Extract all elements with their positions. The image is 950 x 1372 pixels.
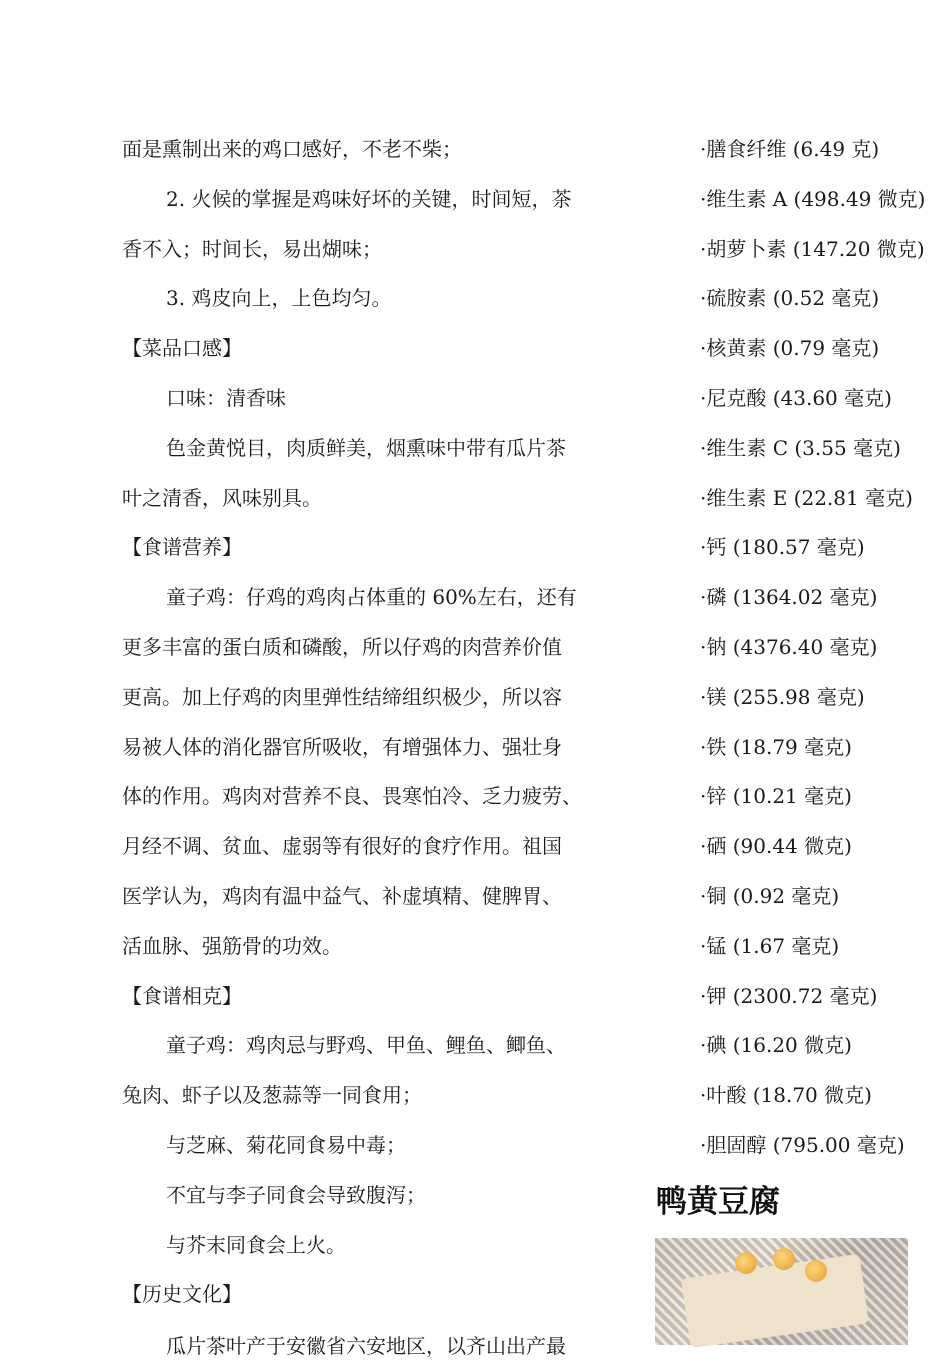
body-text-line: 不宜与李子同食会导致腹泻； <box>166 1182 426 1207</box>
dish-title: 鸭黄豆腐 <box>656 1184 780 1220</box>
body-text-line: 【食谱相克】 <box>122 983 242 1008</box>
nutrient-item: ·核黄素 (0.79 毫克) <box>700 336 880 361</box>
clipped-text-line-wrapper <box>122 1322 622 1358</box>
body-text-line: 【菜品口感】 <box>122 336 242 361</box>
body-text-line: 更高。加上仔鸡的肉里弹性结缔组织极少，所以容 <box>122 684 562 709</box>
body-text-line: 体的作用。鸡肉对营养不良、畏寒怕冷、乏力疲劳、 <box>122 784 582 809</box>
nutrient-item: ·磷 (1364.02 毫克) <box>700 585 878 610</box>
egg-yolk-piece <box>773 1248 795 1270</box>
nutrient-item: ·镁 (255.98 毫克) <box>700 684 865 709</box>
nutrient-item: ·叶酸 (18.70 微克) <box>700 1083 872 1108</box>
nutrient-item: ·维生素 E (22.81 毫克) <box>700 485 913 510</box>
body-text-line: 叶之清香，风味别具。 <box>122 485 322 510</box>
body-text-line: 【历史文化】 <box>122 1282 242 1307</box>
body-text-line: 兔肉、虾子以及葱蒜等一同食用； <box>122 1083 422 1108</box>
body-text-line: 色金黄悦目，肉质鲜美，烟熏味中带有瓜片茶 <box>166 435 566 460</box>
nutrient-item: ·锌 (10.21 毫克) <box>700 784 852 809</box>
nutrient-item: ·胡萝卜素 (147.20 微克) <box>700 236 925 261</box>
body-text-line: 面是熏制出来的鸡口感好，不老不柴； <box>122 137 462 161</box>
nutrient-item: ·硫胺素 (0.52 毫克) <box>700 286 880 311</box>
body-text-line: 医学认为，鸡肉有温中益气、补虚填精、健脾胃、 <box>122 883 562 908</box>
nutrient-item: ·钠 (4376.40 毫克) <box>700 634 878 659</box>
nutrient-item: ·钾 (2300.72 毫克) <box>700 983 878 1008</box>
nutrient-item: ·尼克酸 (43.60 毫克) <box>700 385 892 410</box>
egg-yolk-piece <box>735 1252 757 1274</box>
nutrient-item: ·锰 (1.67 毫克) <box>700 933 840 958</box>
body-text-line: 口味：清香味 <box>166 385 286 410</box>
nutrient-list <box>700 125 950 1171</box>
body-text-line: 与芝麻、菊花同食易中毒； <box>166 1132 406 1157</box>
nutrient-item: ·维生素 A (498.49 微克) <box>700 186 926 211</box>
nutrient-item: ·膳食纤维 (6.49 克) <box>700 137 880 161</box>
body-text-line: 与芥末同食会上火。 <box>166 1232 346 1257</box>
egg-yolk-piece <box>805 1260 827 1282</box>
body-text-line: 3. 鸡皮向上，上色均匀。 <box>166 286 392 311</box>
nutrient-item: ·胆固醇 (795.00 毫克) <box>700 1132 905 1157</box>
nutrient-item: ·钙 (180.57 毫克) <box>700 535 865 560</box>
body-text-line: 【食谱营养】 <box>122 535 242 560</box>
body-text-line: 2. 火候的掌握是鸡味好坏的关键，时间短，茶 <box>166 186 572 211</box>
body-text-line: 月经不调、贫血、虚弱等有很好的食疗作用。祖国 <box>122 834 562 859</box>
body-text-column <box>122 125 622 1320</box>
body-text-line: 更多丰富的蛋白质和磷酸，所以仔鸡的肉营养价值 <box>122 634 562 659</box>
nutrient-item: ·维生素 C (3.55 毫克) <box>700 435 901 460</box>
body-text-line: 童子鸡：仔鸡的鸡肉占体重的 60%左右，还有 <box>166 585 577 610</box>
body-text-line: 活血脉、强筋骨的功效。 <box>122 933 342 958</box>
nutrient-item: ·铜 (0.92 毫克) <box>700 883 840 908</box>
clipped-text-line: 瓜片茶叶产于安徽省六安地区，以齐山出产最 <box>166 1334 566 1358</box>
nutrient-item: ·硒 (90.44 微克) <box>700 834 852 859</box>
body-text-line: 香不入；时间长，易出煳味； <box>122 236 382 261</box>
body-text-line: 易被人体的消化器官所吸收，有增强体力、强壮身 <box>122 734 562 759</box>
nutrient-item: ·铁 (18.79 毫克) <box>700 734 852 759</box>
body-text-line: 童子鸡：鸡肉忌与野鸡、甲鱼、鲤鱼、鲫鱼、 <box>166 1033 566 1058</box>
nutrient-item: ·碘 (16.20 微克) <box>700 1033 852 1058</box>
dish-photo <box>655 1238 908 1345</box>
